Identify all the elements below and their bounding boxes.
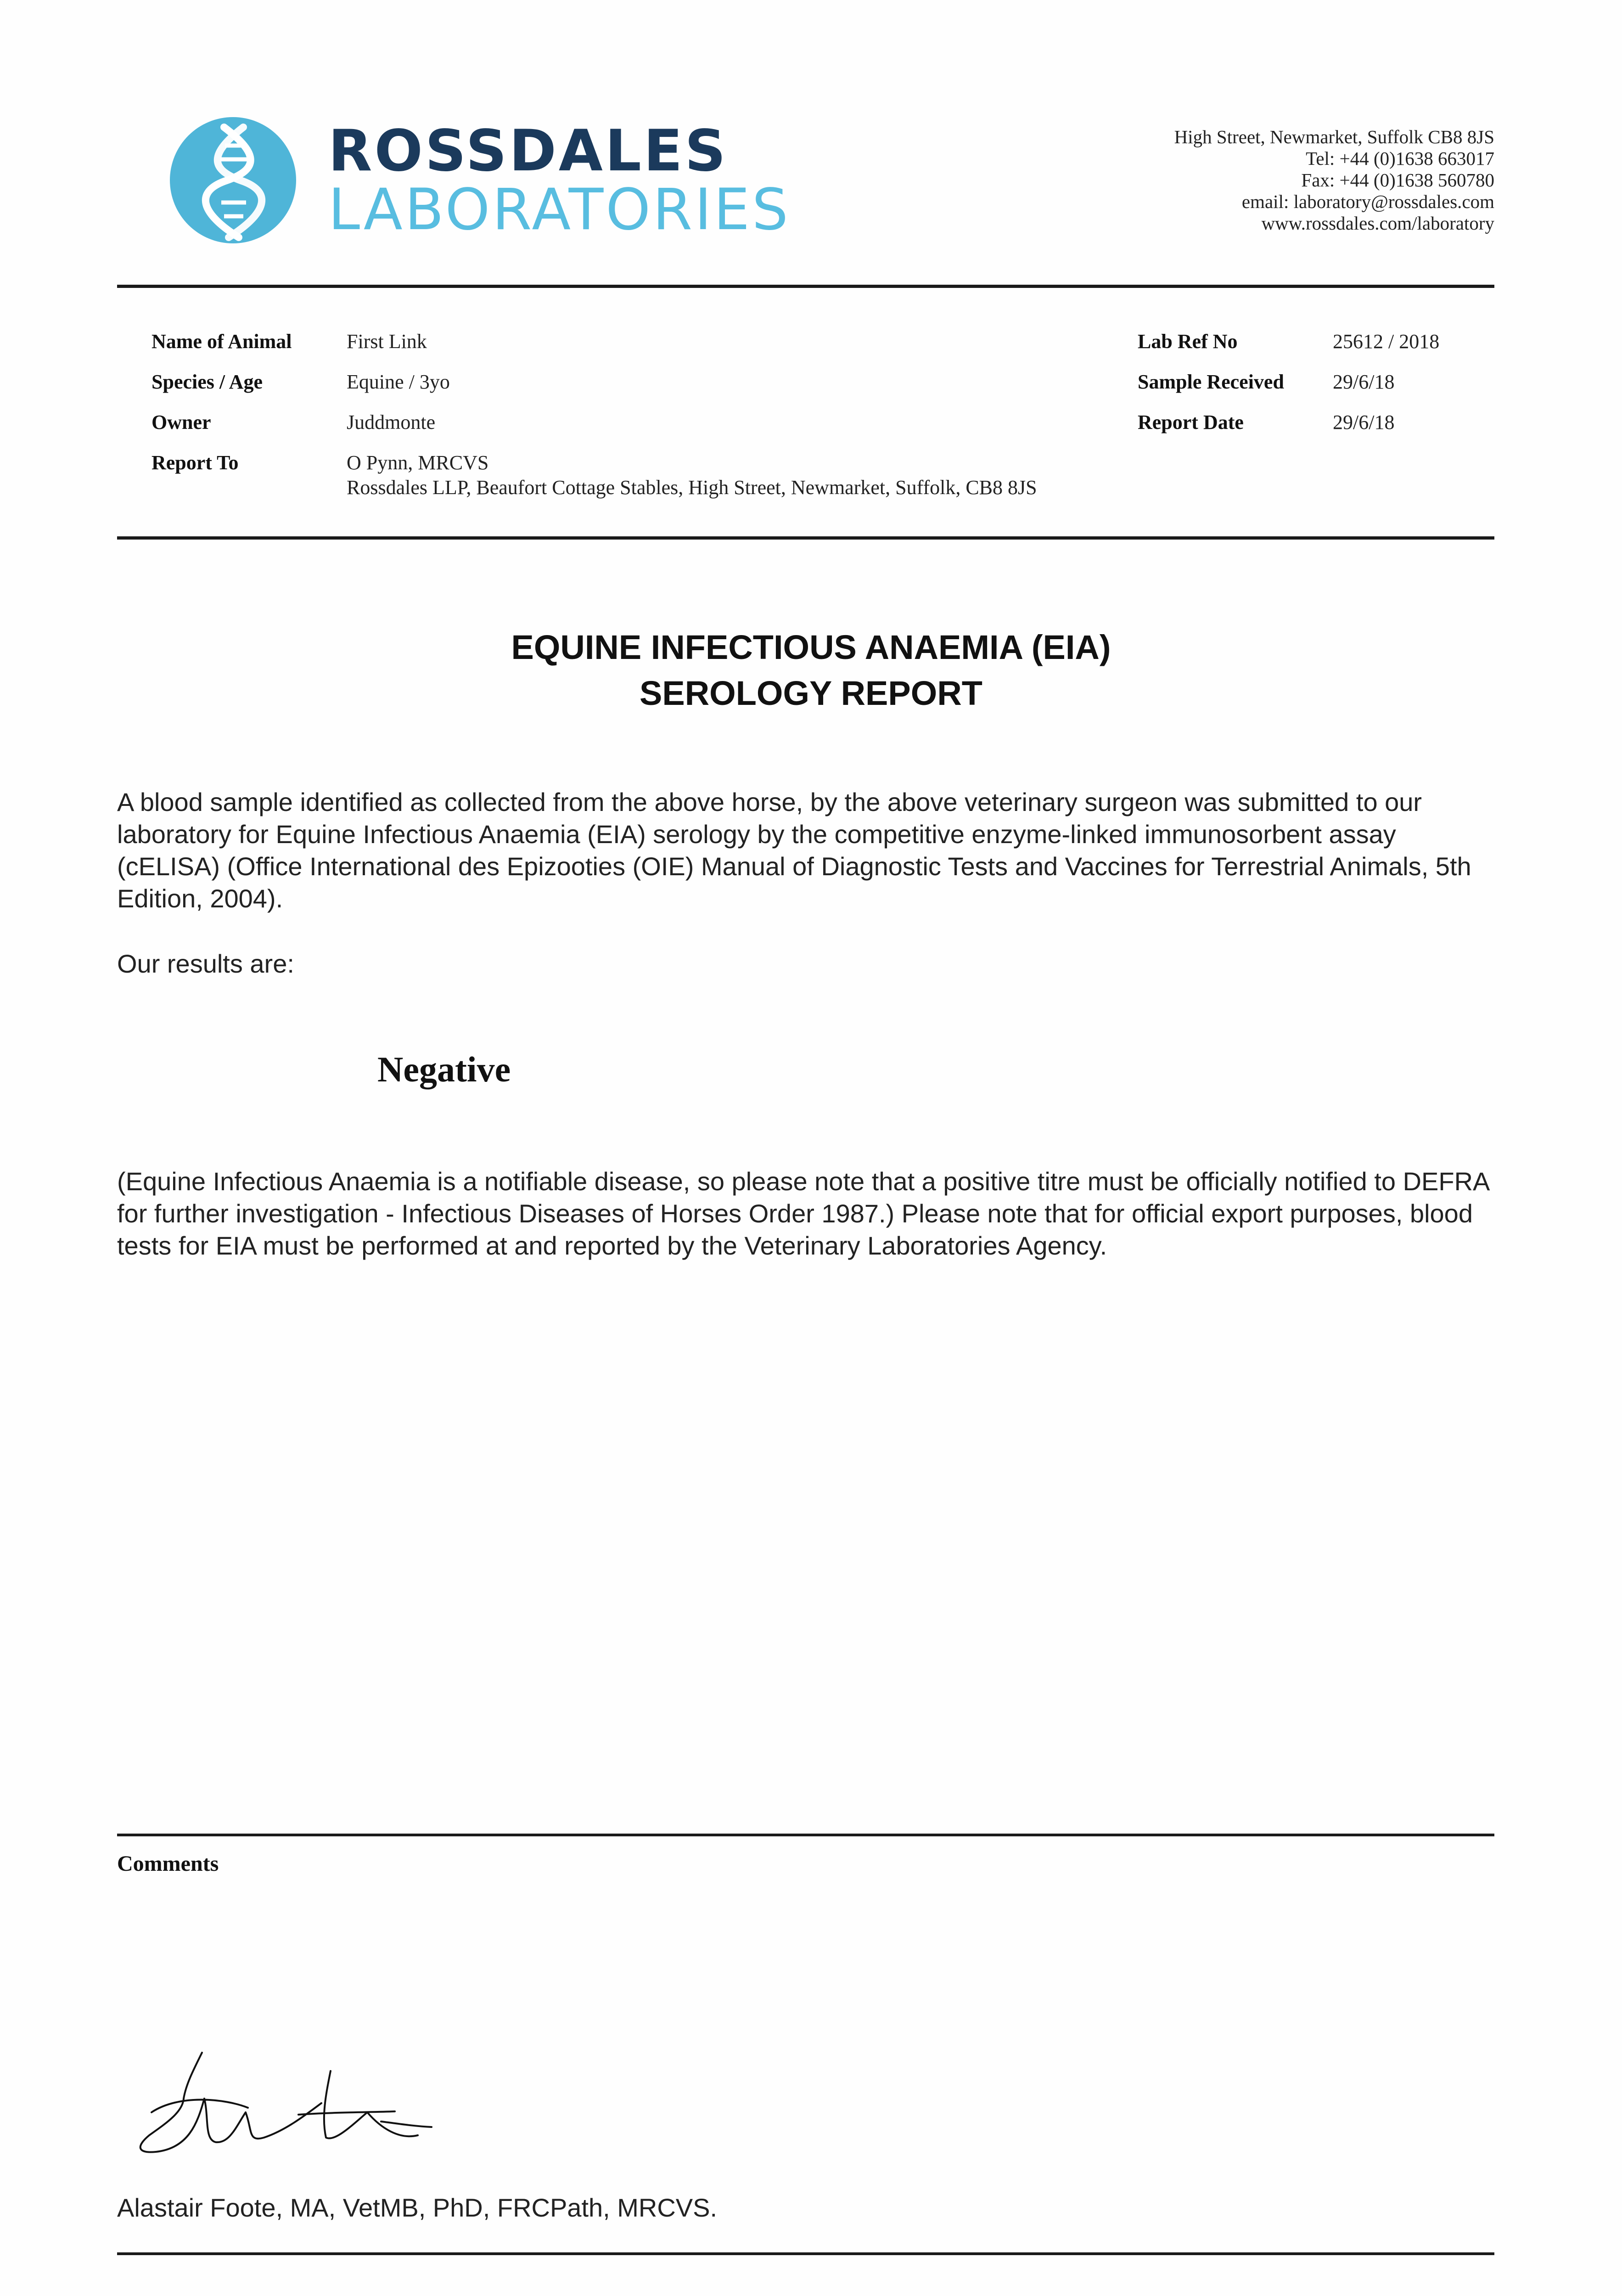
address-street: High Street, Newmarket, Suffolk CB8 8JS <box>1174 126 1494 147</box>
report-title-line1: EQUINE INFECTIOUS ANAEMIA (EIA) <box>511 628 1111 666</box>
header-divider <box>117 285 1494 288</box>
test-result: Negative <box>377 1049 511 1089</box>
report-to-address: Rossdales LLP, Beaufort Cottage Stables, High Street, Newmarket, Suffolk, CB8 8JS <box>347 476 1037 499</box>
report-title-line2: SEROLOGY REPORT <box>640 674 982 712</box>
lab-logo <box>170 117 813 250</box>
species-age-value: Equine / 3yo <box>347 371 450 393</box>
sample-received-value: 29/6/18 <box>1333 371 1395 393</box>
signatory-name: Alastair Foote, MA, VetMB, PhD, FRCPath, MRCVS. <box>117 2193 718 2222</box>
logo-text-rossdales: ROSSDALES <box>328 118 728 184</box>
owner-label: Owner <box>152 411 211 433</box>
results-intro: Our results are: <box>117 949 294 978</box>
dna-helix-icon <box>170 117 296 243</box>
address-fax: Fax: +44 (0)1638 560780 <box>1301 169 1494 191</box>
notifiable-note: (Equine Infectious Anaemia is a notifiable disease, so please note that a positive titre must be officially notified to DEFRA for further investigation - Infectious Diseases of Horses Order 1987.) Please note that for official export purposes, blood tests for EIA must be performed at and reported by the Veterinary Laboratories Agency. <box>117 1167 1489 1260</box>
name-of-animal-label: Name of Animal <box>152 330 292 353</box>
footer-divider <box>117 2252 1494 2255</box>
comments-label: Comments <box>117 1851 219 1876</box>
owner-value: Juddmonte <box>347 411 436 433</box>
logo-text-laboratories: LABORATORIES <box>328 177 791 243</box>
address-website[interactable]: www.rossdales.com/laboratory <box>1261 213 1494 234</box>
address-email[interactable]: email: laboratory@rossdales.com <box>1241 191 1494 212</box>
report-date-label: Report Date <box>1138 411 1244 433</box>
report-title <box>0 625 1622 716</box>
report-date-value: 29/6/18 <box>1333 411 1395 433</box>
report-to-label: Report To <box>152 451 239 474</box>
intro-paragraph: A blood sample identified as collected from the above horse, by the above veterinary surgeon was submitted to our laboratory for Equine Infectious Anaemia (EIA) serology by the competitive enzyme-linked immunosorbent assay (cELISA) (Office International des Epizooties (OIE) Manual of Diagnostic Tests and Vaccines for Terrestrial Animals, 5th Edition, 2004). <box>117 788 1471 913</box>
comments-divider <box>117 1834 1494 1836</box>
sample-received-label: Sample Received <box>1138 371 1284 393</box>
details-divider <box>117 536 1494 540</box>
report-to-name: O Pynn, MRCVS <box>347 451 489 474</box>
signature-image <box>124 2043 482 2167</box>
lab-ref-value: 25612 / 2018 <box>1333 330 1440 353</box>
name-of-animal-value: First Link <box>347 330 427 353</box>
lab-address <box>989 126 1494 234</box>
lab-ref-label: Lab Ref No <box>1138 330 1238 353</box>
species-age-label: Species / Age <box>152 371 263 393</box>
address-tel: Tel: +44 (0)1638 663017 <box>1306 148 1494 169</box>
